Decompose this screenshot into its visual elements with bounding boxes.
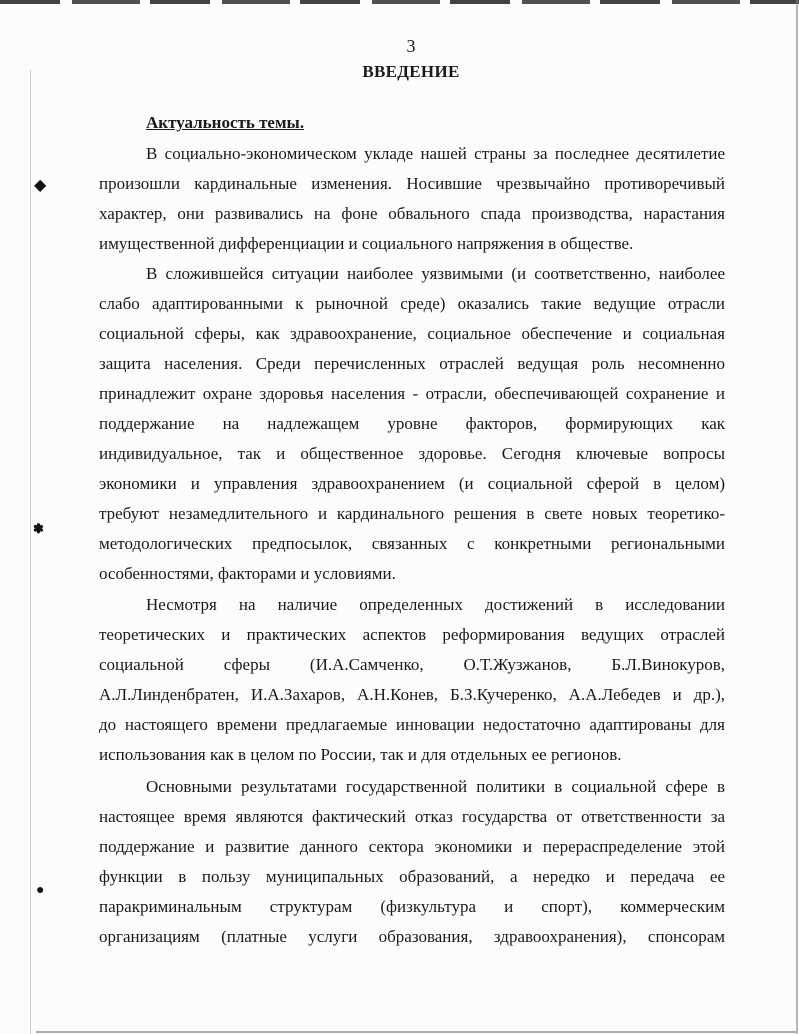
paragraph-3: [99, 590, 725, 770]
text-line: Несмотря на наличие определенных достижений в исследовании: [146, 595, 725, 614]
text-line: слабо адаптированными к рыночной среде) оказались такие ведущие отрасли: [99, 294, 725, 313]
text-line: организациям (платные услуги образования, здравоохранения), спонсорам: [99, 927, 725, 946]
text-line: методологических предпосылок, связанных с конкретными региональными: [99, 534, 725, 553]
text-line: В социально-экономическом укладе нашей страны за последнее десятилетие: [146, 144, 725, 163]
scan-speck-mark: ●: [36, 883, 45, 898]
scan-edge-top: [0, 0, 799, 4]
section-heading: Актуальность темы.: [146, 113, 305, 132]
page-number: 3: [406, 36, 416, 56]
scan-speck-mark: ◆: [34, 177, 47, 194]
text-line: до настоящего времени предлагаемые инновации недостаточно адаптированы для: [99, 715, 725, 734]
scan-edge-left: [30, 70, 31, 1034]
text-line: использования как в целом по России, так и для отдельных ее регионов.: [99, 745, 622, 764]
text-line: социальной сферы (И.А.Самченко, О.Т.Жузжанов, Б.Л.Винокуров,: [99, 655, 725, 674]
paragraph-1: [99, 139, 725, 259]
scan-edge-bottom: [36, 1031, 796, 1033]
text-line: особенностями, факторами и условиями.: [99, 564, 396, 583]
text-line: имущественной дифференциации и социального напряжения в обществе.: [99, 234, 634, 253]
text-line: характер, они развивались на фоне обвального спада производства, нарастания: [99, 204, 725, 223]
text-line: требуют незамедлительного и кардинального решения в свете новых теоретико-: [99, 504, 725, 523]
paragraph-4: [99, 772, 725, 952]
text-line: принадлежит охране здоровья населения - отрасли, обеспечивающей сохранение и: [99, 384, 725, 403]
page-title: ВВЕДЕНИЕ: [362, 62, 460, 81]
text-line: поддержание и развитие данного сектора экономики и перераспределение этой: [99, 837, 725, 856]
text-line: поддержание на надлежащем уровне факторов, формирующих как: [99, 414, 725, 433]
text-line: А.Л.Линденбратен, И.А.Захаров, А.Н.Конев, Б.З.Кучеренко, А.А.Лебедев и др.),: [99, 685, 725, 704]
text-line: индивидуальное, так и общественное здоровье. Сегодня ключевые вопросы: [99, 444, 725, 463]
paragraph-2: [99, 259, 725, 589]
text-line: Основными результатами государственной политики в социальной сфере в: [146, 777, 725, 796]
scan-edge-right: [796, 0, 798, 1034]
text-line: произошли кардинальные изменения. Носившие чрезвычайно противоречивый: [99, 174, 725, 193]
text-line: В сложившейся ситуации наиболее уязвимыми (и соответственно, наиболее: [146, 264, 725, 283]
text-line: настоящее время являются фактический отказ государства от ответственности за: [99, 807, 725, 826]
text-line: функции в пользу муниципальных образований, а нередко и передача ее: [99, 867, 725, 886]
scan-speck-mark: ✽: [33, 521, 44, 536]
text-line: социальной сферы, как здравоохранение, социальное обеспечение и социальная: [99, 324, 725, 343]
text-line: экономики и управления здравоохранением (и социальной сферой в целом): [99, 474, 725, 493]
text-line: защита населения. Среди перечисленных отраслей ведущая роль несомненно: [99, 354, 725, 373]
text-line: теоретических и практических аспектов реформирования ведущих отраслей: [99, 625, 725, 644]
text-line: паракриминальным структурам (физкультура и спорт), коммерческим: [99, 897, 725, 916]
